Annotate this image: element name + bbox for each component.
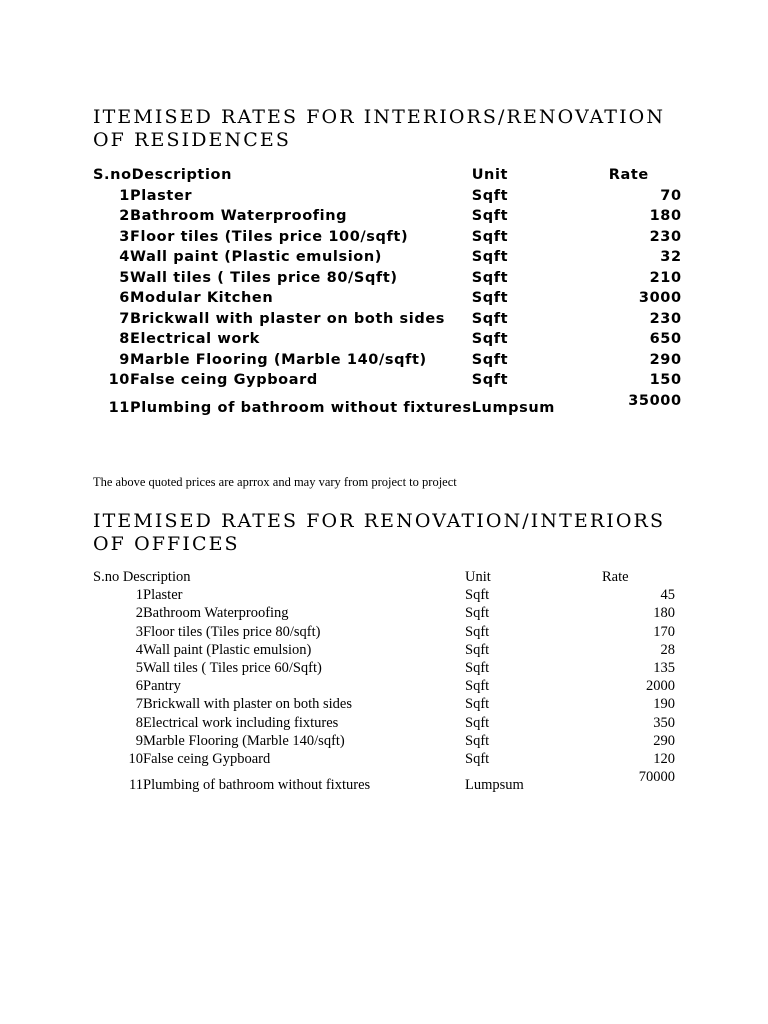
- row-sno: 2: [119, 208, 130, 224]
- row-sno: 1: [135, 587, 143, 604]
- row-unit: Sqft: [471, 351, 509, 368]
- table-row: [93, 677, 675, 695]
- row-indent: [93, 659, 119, 677]
- offices-title: [93, 510, 693, 556]
- row-unit: Lumpsum: [471, 399, 556, 416]
- table-row: [93, 309, 682, 330]
- row-sno: 5: [119, 269, 130, 286]
- row-rate: 350: [653, 714, 675, 731]
- row-rate: 35000: [628, 392, 682, 409]
- row-unit: Sqft: [465, 587, 490, 604]
- header-rate: Rate: [602, 569, 629, 585]
- table-row: [93, 586, 675, 604]
- row-description: Electrical work: [130, 331, 260, 347]
- row-unit: Sqft: [471, 310, 509, 327]
- row-indent: [93, 623, 119, 641]
- disclaimer-note: The above quoted prices are aprrox and may vary from project to project: [93, 475, 457, 489]
- row-description: Bathroom Waterproofing: [130, 208, 348, 224]
- header-description: Description: [131, 167, 233, 183]
- table-row: [93, 206, 682, 227]
- table-row: [93, 768, 675, 794]
- offices-table-body: [93, 586, 675, 794]
- row-sno: 1: [119, 187, 130, 204]
- row-rate: 3000: [638, 290, 682, 306]
- row-rate: 32: [660, 249, 682, 265]
- table-row: [93, 350, 682, 371]
- row-rate: 170: [653, 623, 675, 640]
- row-unit: Sqft: [465, 732, 490, 749]
- row-rate: 150: [649, 372, 682, 388]
- row-unit: Sqft: [465, 605, 490, 622]
- header-sno: S.no: [93, 569, 120, 585]
- row-description: Marble Flooring (Marble 140/sqft): [143, 732, 345, 749]
- row-description: Plaster: [130, 187, 193, 204]
- row-sno: 7: [119, 310, 130, 327]
- row-unit: Sqft: [465, 714, 490, 731]
- table-row: [93, 329, 682, 350]
- table-row: [93, 370, 682, 391]
- row-sno: 6: [135, 678, 143, 695]
- row-sno: 3: [119, 228, 130, 245]
- table-row: [93, 268, 682, 289]
- header-sno-description: [93, 165, 472, 186]
- table-row: [93, 750, 675, 768]
- row-unit: Sqft: [471, 187, 509, 204]
- row-sno: 9: [119, 351, 130, 368]
- row-description: Plumbing of bathroom without fixtures: [143, 777, 371, 794]
- row-description: Wall paint (Plastic emulsion): [130, 249, 383, 265]
- table-row: [93, 641, 675, 659]
- row-rate: 290: [653, 732, 675, 749]
- residences-rates-table: [93, 165, 682, 419]
- row-rate: 70000: [638, 769, 675, 786]
- row-sno: 10: [108, 372, 130, 388]
- row-unit: Sqft: [465, 641, 490, 658]
- row-sno: 2: [135, 605, 143, 622]
- row-unit: Lumpsum: [465, 777, 524, 794]
- row-unit: Sqft: [471, 331, 509, 347]
- table-header-row: [93, 568, 675, 586]
- table-row: [93, 659, 675, 677]
- table-row: [93, 186, 682, 207]
- row-sno: 10: [128, 750, 143, 767]
- row-rate: 180: [653, 605, 675, 622]
- row-indent: [93, 750, 119, 768]
- table-row: [93, 288, 682, 309]
- table-row: [93, 247, 682, 268]
- row-sno: 6: [119, 290, 130, 306]
- residences-title-line1: ITEMISED RATES FOR INTERIORS/RENOVATION: [93, 106, 666, 128]
- header-unit: Unit: [471, 167, 509, 183]
- table-row: [93, 391, 682, 419]
- row-description: Marble Flooring (Marble 140/sqft): [130, 351, 427, 368]
- row-sno: 3: [135, 623, 143, 640]
- row-rate: 190: [653, 696, 675, 713]
- header-sno: S.no: [93, 167, 132, 183]
- row-rate: 135: [653, 659, 675, 676]
- row-sno: 11: [129, 777, 143, 794]
- row-description: Modular Kitchen: [130, 290, 274, 306]
- residences-table-body: [93, 186, 682, 419]
- row-unit: Sqft: [471, 208, 509, 224]
- header-sno-description: [93, 568, 465, 586]
- row-description: Electrical work including fixtures: [143, 714, 339, 731]
- header-unit: Unit: [465, 569, 491, 585]
- row-unit: Sqft: [471, 269, 509, 286]
- row-unit: Sqft: [465, 750, 490, 767]
- row-indent: [93, 714, 119, 732]
- row-sno: 7: [135, 696, 143, 713]
- row-rate: 45: [660, 587, 675, 604]
- row-rate: 210: [649, 269, 682, 286]
- row-sno: 4: [119, 249, 130, 265]
- table-row: [93, 695, 675, 713]
- row-unit: Sqft: [471, 372, 509, 388]
- row-unit: Sqft: [471, 249, 509, 265]
- row-description: Wall tiles ( Tiles price 80/Sqft): [130, 269, 398, 286]
- row-sno: 8: [135, 714, 143, 731]
- table-header-row: [93, 165, 682, 186]
- row-unit: Sqft: [471, 290, 509, 306]
- row-sno: 5: [135, 659, 143, 676]
- table-row: [93, 604, 675, 622]
- row-rate: 650: [649, 331, 682, 347]
- row-description: Brickwall with plaster on both sides: [130, 310, 445, 327]
- residences-title-line2: OF RESIDENCES: [93, 129, 291, 151]
- row-indent: [93, 677, 119, 695]
- table-row: [93, 714, 675, 732]
- table-row: [93, 227, 682, 248]
- row-unit: Sqft: [465, 659, 490, 676]
- header-rate: Rate: [608, 167, 649, 183]
- row-indent: [93, 768, 119, 794]
- row-indent: [93, 586, 119, 604]
- row-unit: Sqft: [465, 623, 490, 640]
- row-indent: [93, 732, 119, 750]
- row-description: Wall tiles ( Tiles price 60/Sqft): [143, 659, 322, 676]
- header-description: Description: [122, 569, 191, 585]
- row-sno: 11: [108, 399, 130, 416]
- row-description: Plaster: [143, 587, 183, 604]
- table-row: [93, 732, 675, 750]
- row-unit: Sqft: [465, 678, 490, 695]
- row-description: Pantry: [143, 678, 181, 695]
- row-description: Floor tiles (Tiles price 100/sqft): [130, 228, 409, 245]
- row-description: Plumbing of bathroom without fixtures: [130, 399, 472, 416]
- row-description: False ceing Gypboard: [130, 372, 318, 388]
- row-description: Brickwall with plaster on both sides: [143, 696, 353, 713]
- row-unit: Sqft: [471, 228, 509, 245]
- row-indent: [93, 604, 119, 622]
- row-rate: 70: [660, 187, 682, 204]
- table-row: [93, 623, 675, 641]
- row-description: False ceing Gypboard: [143, 750, 271, 767]
- row-indent: [93, 695, 119, 713]
- row-rate: 230: [649, 310, 682, 327]
- row-description: Floor tiles (Tiles price 80/sqft): [143, 623, 321, 640]
- row-rate: 28: [660, 641, 675, 658]
- offices-title-line2: OF OFFICES: [93, 533, 240, 555]
- row-rate: 290: [649, 351, 682, 368]
- row-rate: 2000: [646, 678, 675, 695]
- row-description: Bathroom Waterproofing: [143, 605, 289, 622]
- row-description: Wall paint (Plastic emulsion): [143, 641, 312, 658]
- row-unit: Sqft: [465, 696, 490, 713]
- row-sno: 4: [135, 641, 143, 658]
- offices-title-line1: ITEMISED RATES FOR RENOVATION/INTERIORS: [93, 510, 666, 532]
- row-rate: 230: [649, 228, 682, 245]
- offices-rates-table: [93, 568, 675, 794]
- residences-title: [93, 106, 693, 152]
- row-sno: 9: [135, 732, 143, 749]
- row-rate: 180: [649, 208, 682, 224]
- row-sno: 8: [119, 331, 130, 347]
- row-rate: 120: [653, 750, 675, 767]
- row-indent: [93, 641, 119, 659]
